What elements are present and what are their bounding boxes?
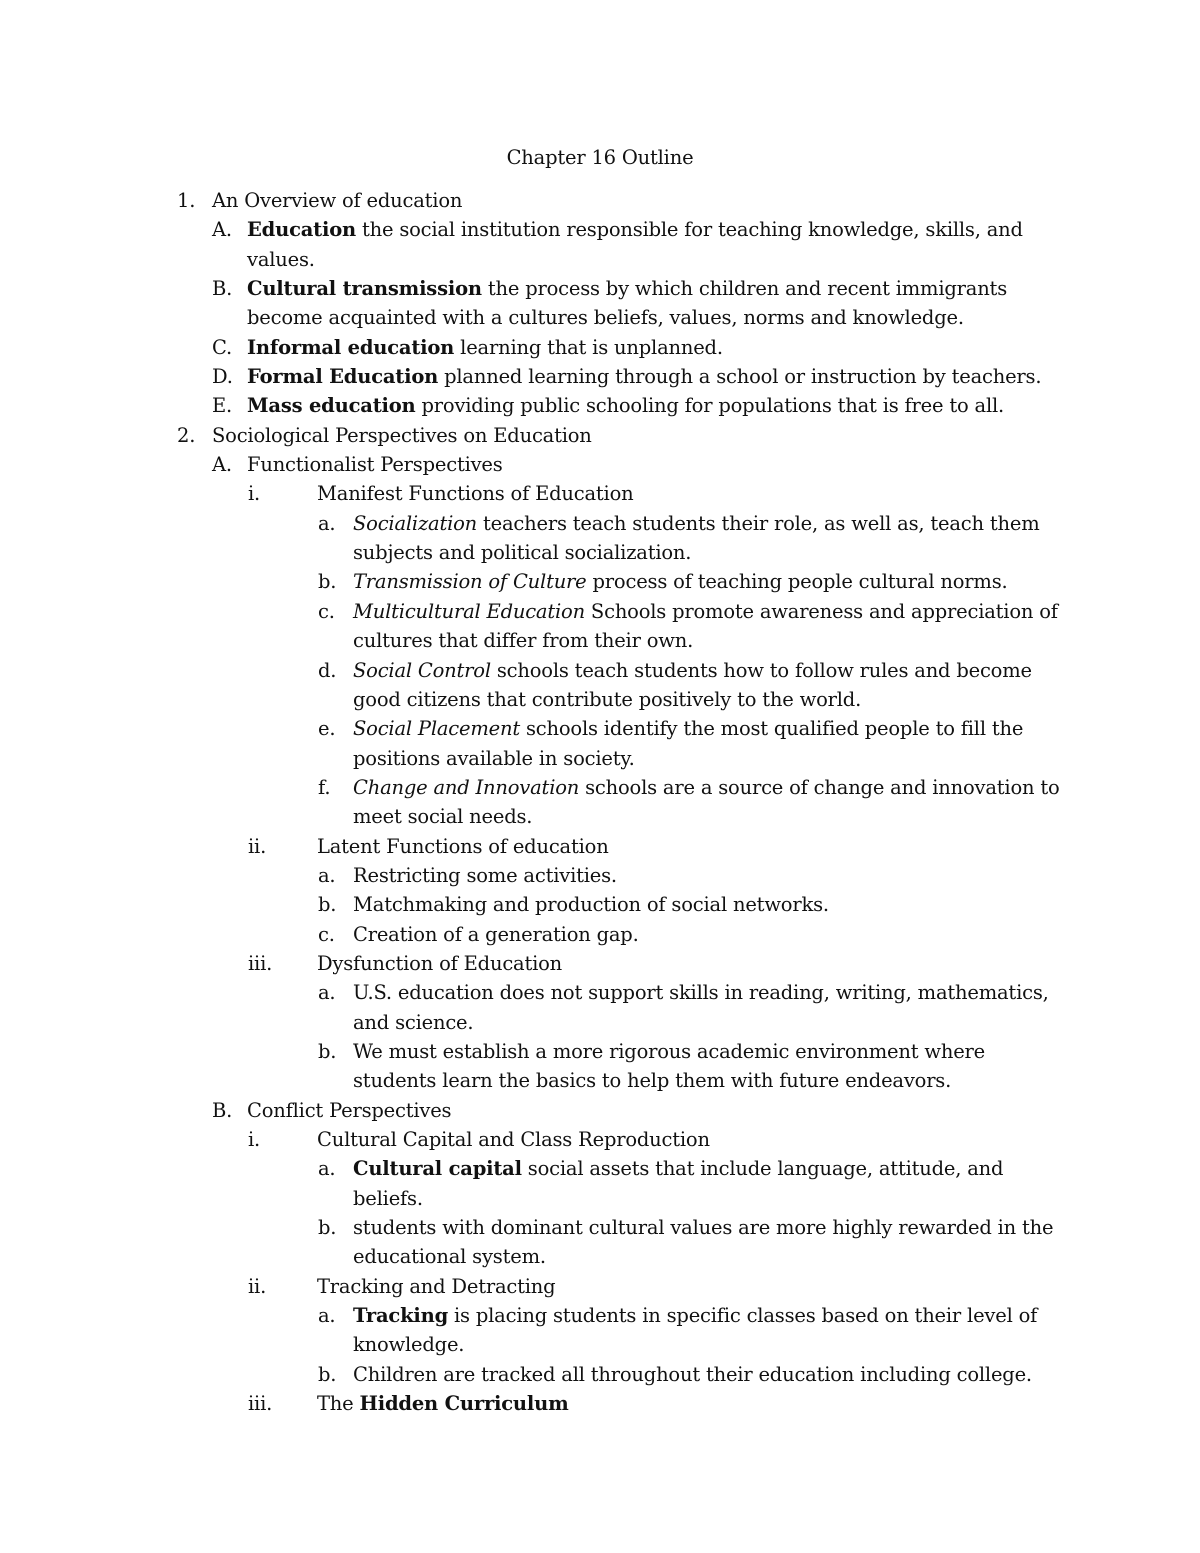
outline-marker: c. bbox=[318, 922, 335, 946]
outline-text bbox=[353, 714, 1060, 773]
outline-marker: a. bbox=[318, 1157, 336, 1181]
outline-text bbox=[212, 421, 1060, 450]
outline-item bbox=[0, 333, 1200, 362]
outline-marker: D. bbox=[212, 365, 233, 389]
outline-item bbox=[0, 509, 1200, 568]
outline-text bbox=[317, 832, 1060, 861]
outline-item bbox=[0, 421, 1200, 450]
outline-item bbox=[0, 479, 1200, 508]
outline-text bbox=[212, 186, 1060, 215]
outline-description: the social institution responsible for teaching knowledge, skills, and values. bbox=[247, 218, 1023, 271]
outline-description: Latent Functions of education bbox=[317, 834, 609, 858]
page-title: Chapter 16 Outline bbox=[506, 146, 694, 169]
outline-term: Informal education bbox=[247, 335, 455, 359]
outline-marker: iii. bbox=[248, 1392, 273, 1416]
outline-description: Manifest Functions of Education bbox=[317, 482, 634, 506]
outline-term: Formal Education bbox=[247, 365, 439, 389]
outline-text bbox=[247, 274, 1060, 333]
outline-marker: a. bbox=[318, 863, 336, 887]
outline-item bbox=[0, 362, 1200, 391]
outline-description: schools are a source of change and innovation to meet social needs. bbox=[353, 775, 1060, 829]
outline-description: An Overview of education bbox=[212, 189, 463, 212]
outline-item bbox=[0, 391, 1200, 420]
outline-term: Education bbox=[247, 218, 356, 242]
outline-marker: a. bbox=[318, 1304, 336, 1328]
outline-marker: c. bbox=[318, 599, 335, 623]
outline-marker: a. bbox=[318, 511, 336, 535]
outline-description: schools teach students how to follow rules and become good citizens that contribute positively to the world. bbox=[353, 658, 1032, 711]
outline-item bbox=[0, 949, 1200, 978]
outline-text bbox=[247, 391, 1060, 420]
outline-marker: i. bbox=[248, 1128, 261, 1151]
outline-marker: 1. bbox=[177, 189, 196, 212]
outline-description: Matchmaking and production of social networks. bbox=[353, 893, 829, 917]
outline-description: teachers teach students their role, as well as, teach them subjects and political socialization. bbox=[353, 511, 1040, 565]
outline-text bbox=[353, 978, 1060, 1037]
outline-description: process of teaching people cultural norms. bbox=[586, 570, 1008, 594]
outline-marker: 2. bbox=[177, 423, 196, 447]
outline-item bbox=[0, 1125, 1200, 1154]
outline-description: Dysfunction of Education bbox=[317, 951, 563, 975]
outline-item bbox=[0, 861, 1200, 890]
outline-text bbox=[353, 509, 1060, 568]
outline-item bbox=[0, 1037, 1200, 1096]
outline-description: the process by which children and recent immigrants become acquainted with a cultures beliefs, values, norms and knowledge. bbox=[247, 277, 1007, 330]
outline-description: schools identify the most qualified people to fill the positions available in society. bbox=[353, 717, 1024, 770]
outline-text bbox=[353, 1360, 1060, 1389]
outline-text bbox=[317, 479, 1060, 508]
outline-item bbox=[0, 567, 1200, 596]
outline-item bbox=[0, 890, 1200, 919]
outline-term: Change and Innovation bbox=[353, 775, 580, 799]
outline-item bbox=[0, 1154, 1200, 1213]
outline-marker: B. bbox=[212, 1098, 233, 1122]
outline-marker: a. bbox=[318, 981, 336, 1005]
outline-text bbox=[353, 1301, 1060, 1360]
outline-term: Tracking bbox=[353, 1304, 449, 1328]
outline-text bbox=[247, 1096, 1060, 1125]
outline-description: planned learning through a school or instruction by teachers. bbox=[438, 365, 1042, 389]
outline-item bbox=[0, 773, 1200, 832]
outline-marker: e. bbox=[318, 717, 336, 741]
outline-item bbox=[0, 450, 1200, 479]
outline-marker: iii. bbox=[248, 951, 273, 975]
outline-item bbox=[0, 832, 1200, 861]
outline-marker: A. bbox=[212, 453, 232, 477]
outline-text bbox=[353, 656, 1060, 715]
outline-term: Transmission of Culture bbox=[353, 570, 587, 594]
outline-marker: b. bbox=[318, 1216, 337, 1240]
outline-term: Socialization bbox=[353, 511, 478, 535]
outline-item bbox=[0, 274, 1200, 333]
outline-text bbox=[353, 1213, 1060, 1272]
outline-term: Multicultural Education bbox=[353, 599, 585, 623]
outline-text bbox=[317, 1389, 1060, 1418]
outline-marker: b. bbox=[318, 1039, 337, 1063]
outline-item bbox=[0, 978, 1200, 1037]
outline-marker: d. bbox=[318, 658, 337, 682]
outline bbox=[0, 186, 1200, 1418]
outline-item bbox=[0, 186, 1200, 215]
outline-description: Functionalist Perspectives bbox=[247, 453, 503, 477]
outline-marker: C. bbox=[212, 335, 233, 359]
outline-item bbox=[0, 597, 1200, 656]
outline-text bbox=[317, 949, 1060, 978]
outline-marker: A. bbox=[212, 218, 232, 242]
outline-description: Children are tracked all throughout their education including college. bbox=[353, 1362, 1032, 1386]
outline-description: Tracking and Detracting bbox=[317, 1274, 556, 1298]
outline-marker: f. bbox=[318, 775, 331, 799]
outline-prefix: The bbox=[317, 1392, 360, 1416]
outline-marker: ii. bbox=[248, 1274, 267, 1298]
outline-item bbox=[0, 1389, 1200, 1418]
outline-item bbox=[0, 1272, 1200, 1301]
outline-description: social assets that include language, attitude, and beliefs. bbox=[353, 1157, 1004, 1210]
outline-term: Social Control bbox=[353, 658, 491, 682]
outline-item bbox=[0, 1096, 1200, 1125]
outline-description: Cultural Capital and Class Reproduction bbox=[317, 1128, 710, 1151]
outline-description: We must establish a more rigorous academic environment where students learn the basics to help them with future endeavors. bbox=[353, 1039, 986, 1093]
outline-text bbox=[247, 215, 1060, 274]
outline-item bbox=[0, 656, 1200, 715]
outline-description: Restricting some activities. bbox=[353, 863, 617, 887]
outline-description: U.S. education does not support skills in reading, writing, mathematics, and science. bbox=[353, 981, 1049, 1034]
outline-description: is placing students in specific classes based on their level of knowledge. bbox=[353, 1304, 1038, 1357]
outline-text bbox=[317, 1125, 1060, 1154]
outline-marker: i. bbox=[248, 482, 261, 506]
outline-description: Schools promote awareness and appreciation of cultures that differ from their own. bbox=[353, 599, 1058, 653]
outline-marker: b. bbox=[318, 570, 337, 594]
outline-text bbox=[247, 362, 1060, 391]
outline-description: providing public schooling for populations that is free to all. bbox=[415, 394, 1005, 418]
outline-text bbox=[353, 890, 1060, 919]
outline-text bbox=[247, 450, 1060, 479]
outline-text bbox=[353, 1037, 1060, 1096]
outline-marker: B. bbox=[212, 277, 233, 301]
outline-text bbox=[353, 567, 1060, 596]
outline-term: Cultural capital bbox=[353, 1157, 522, 1181]
outline-text bbox=[353, 597, 1060, 656]
outline-text bbox=[247, 333, 1060, 362]
outline-item bbox=[0, 920, 1200, 949]
outline-marker: ii. bbox=[248, 834, 267, 858]
outline-item bbox=[0, 1213, 1200, 1272]
outline-term: Mass education bbox=[247, 394, 416, 418]
outline-term: Hidden Curriculum bbox=[359, 1392, 569, 1416]
outline-description: Creation of a generation gap. bbox=[353, 922, 639, 946]
outline-marker: E. bbox=[212, 394, 233, 418]
outline-description: Conflict Perspectives bbox=[247, 1098, 452, 1122]
outline-term: Cultural transmission bbox=[247, 277, 482, 301]
outline-item bbox=[0, 714, 1200, 773]
outline-text bbox=[317, 1272, 1060, 1301]
outline-text bbox=[353, 920, 1060, 949]
outline-marker: b. bbox=[318, 893, 337, 917]
outline-item bbox=[0, 1301, 1200, 1360]
outline-text bbox=[353, 861, 1060, 890]
outline-description: learning that is unplanned. bbox=[454, 335, 723, 359]
outline-text bbox=[353, 1154, 1060, 1213]
outline-marker: b. bbox=[318, 1362, 337, 1386]
outline-item bbox=[0, 1360, 1200, 1389]
outline-description: Sociological Perspectives on Education bbox=[212, 423, 592, 447]
outline-item bbox=[0, 215, 1200, 274]
outline-text bbox=[353, 773, 1060, 832]
outline-term: Social Placement bbox=[353, 717, 520, 741]
outline-description: students with dominant cultural values are more highly rewarded in the educational system. bbox=[353, 1216, 1054, 1269]
